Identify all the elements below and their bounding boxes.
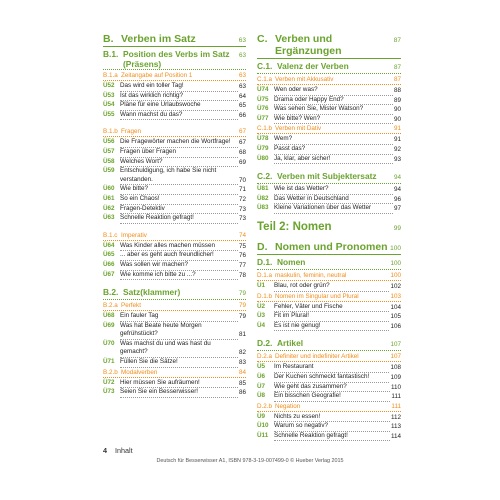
toc-exercise-entry[interactable] <box>103 167 246 185</box>
footer-label: Inhalt <box>115 446 133 455</box>
toc-exercise-entry[interactable] <box>103 111 246 121</box>
page-ref: 89 <box>393 96 401 104</box>
toc-exercise-entry[interactable] <box>257 204 401 214</box>
toc-exercise-entry[interactable] <box>257 195 401 205</box>
toc-exercise-entry[interactable] <box>257 155 401 165</box>
page-ref: 111 <box>391 402 401 410</box>
entry-title: Was sehen Sie, Mister Watson? <box>274 105 393 115</box>
toc-exercise-entry[interactable] <box>257 96 401 106</box>
entry-label: Ü80 <box>257 154 269 162</box>
toc-topic[interactable] <box>257 271 401 281</box>
entry-label: Ü61 <box>103 194 115 202</box>
page-ref: 63 <box>238 72 246 79</box>
toc-exercise-entry[interactable] <box>257 373 401 383</box>
page-ref: 76 <box>238 252 246 260</box>
publisher-credit: Deutsch für Besserwisser A1, ISBN 978-3-19-007499-0 © Hueber Verlag 2015 <box>156 458 344 464</box>
entry-title: Fit im Plural! <box>274 312 389 322</box>
entry-title: Die Fragewörter machen die Wortfrage! <box>120 138 238 148</box>
entry-title: Verben mit Subjektersatz <box>277 171 377 182</box>
entry-label: Ü6 <box>257 372 266 380</box>
page-footer <box>103 446 133 455</box>
page-ref: 63 <box>238 37 246 44</box>
toc-exercise-entry[interactable] <box>257 145 401 155</box>
toc-exercise-entry[interactable] <box>257 392 401 402</box>
toc-exercise-entry[interactable] <box>103 271 246 281</box>
entry-label: Ü10 <box>257 422 269 430</box>
page-ref: 79 <box>238 302 246 310</box>
page-ref: 71 <box>238 186 246 194</box>
entry-title: Das wird ein toller Tag! <box>120 82 238 92</box>
entry-label: C.1. <box>257 61 273 71</box>
entry-title: Füllen Sie die Sätze! <box>120 358 238 368</box>
spacer <box>103 120 246 127</box>
page-ref: 63 <box>238 83 246 90</box>
toc-exercise-entry[interactable] <box>103 92 246 102</box>
page-ref: 100 <box>390 259 401 267</box>
page-ref: 75 <box>238 242 246 250</box>
toc-exercise-entry[interactable] <box>257 383 401 393</box>
toc-topic[interactable] <box>103 231 246 241</box>
toc-exercise-entry[interactable] <box>103 205 246 215</box>
entry-label: B.2.b <box>103 368 118 376</box>
spacer <box>257 214 401 221</box>
toc-exercise-entry[interactable] <box>257 413 401 423</box>
entry-label: Ü63 <box>103 214 115 222</box>
page-ref: 110 <box>390 383 401 391</box>
toc-exercise-entry[interactable] <box>103 242 246 252</box>
toc-topic[interactable] <box>103 127 246 137</box>
entry-label: Ü2 <box>257 302 266 310</box>
toc-exercise-entry[interactable] <box>103 214 246 224</box>
entry-title: Wann machst du das? <box>120 111 238 121</box>
entry-label: C.1.b <box>257 125 273 133</box>
entry-label: B. <box>103 33 114 45</box>
page-ref: 100 <box>390 271 401 279</box>
toc-topic[interactable] <box>103 301 246 311</box>
page-ref: 65 <box>238 102 246 110</box>
entry-title: Seien Sie ein Besserwisser! <box>120 388 238 398</box>
page-ref: 67 <box>238 139 246 147</box>
toc-exercise-entry[interactable] <box>103 195 246 205</box>
entry-title: Es ist nie genug! <box>274 322 389 332</box>
entry-label: Ü62 <box>103 204 115 212</box>
toc-exercise-entry[interactable] <box>103 158 246 168</box>
entry-label: B.1. <box>103 49 119 59</box>
page-ref: 70 <box>238 176 246 184</box>
entry-title: Blau, rot oder grün? <box>274 282 389 292</box>
toc-section-heading[interactable] <box>257 241 401 255</box>
entry-title: Fragen über Fragen <box>120 148 238 158</box>
entry-title: Ein bisschen Geografie! <box>274 392 390 402</box>
toc-exercise-entry[interactable] <box>257 135 401 145</box>
toc-subsection[interactable] <box>103 49 246 70</box>
toc-left-column <box>103 33 246 398</box>
toc-exercise-entry[interactable] <box>103 358 246 368</box>
page-ref: 64 <box>238 92 246 100</box>
toc-exercise-entry[interactable] <box>257 105 401 115</box>
entry-label: Ü64 <box>103 241 115 249</box>
toc-subsection[interactable] <box>257 338 401 351</box>
page-ref: 66 <box>238 111 246 119</box>
entry-label: Ü83 <box>257 204 269 212</box>
entry-title: Was Kinder alles machen müssen <box>120 242 238 252</box>
entry-label: B.2. <box>103 287 119 298</box>
page-ref: 73 <box>238 205 246 213</box>
page-ref: 91 <box>393 125 401 133</box>
entry-label: Ü5 <box>257 363 266 371</box>
entry-title: Ist das wirklich richtig? <box>120 92 238 102</box>
entry-title: Fragen <box>121 128 141 136</box>
page-ref: 106 <box>390 322 401 330</box>
entry-title: Verben mit Dativ <box>275 125 322 133</box>
page-ref: 83 <box>238 359 246 367</box>
entry-title: Kleine Variationen über das Wetter <box>274 204 393 214</box>
page-ref: 82 <box>238 349 246 357</box>
toc-exercise-entry[interactable] <box>103 101 246 111</box>
page-ref: 78 <box>238 271 246 279</box>
toc-exercise-entry[interactable] <box>257 86 401 96</box>
entry-label: Ü7 <box>257 382 266 390</box>
toc-exercise-entry[interactable] <box>257 422 401 432</box>
entry-label: Ü52 <box>103 82 115 89</box>
entry-title: Fehler, Väter und Fische <box>274 303 389 313</box>
entry-label: Ü68 <box>103 312 115 320</box>
page-ref: 72 <box>238 195 246 203</box>
entry-title: Zeitangabe auf Position 1 <box>121 72 193 79</box>
entry-label: D.2.a <box>257 353 273 361</box>
entry-title: Wie komme ich bitte zu ...? <box>120 271 238 281</box>
entry-title: Position des Verbs im Satz (Präsens) <box>123 49 230 69</box>
toc-exercise-entry[interactable] <box>257 312 401 322</box>
page-number: 4 <box>103 446 107 455</box>
page-ref: 111 <box>391 393 401 401</box>
entry-title: Imperativ <box>121 231 147 239</box>
entry-label: Ü53 <box>103 91 115 99</box>
entry-label: Ü55 <box>103 110 115 118</box>
page-ref: 63 <box>238 52 246 59</box>
entry-title: Verben mit Akkusativ <box>275 76 334 83</box>
page-ref: 87 <box>393 76 401 83</box>
entry-label: D. <box>257 240 268 253</box>
entry-label: Ü3 <box>257 312 266 320</box>
page-ref: 81 <box>238 331 246 339</box>
page-ref: 69 <box>238 158 246 166</box>
toc-exercise-entry[interactable] <box>257 432 401 442</box>
entry-label: Ü75 <box>257 95 269 103</box>
page-ref: 79 <box>238 290 246 298</box>
entry-label: Ü9 <box>257 412 266 420</box>
entry-title: Passt das? <box>274 145 393 155</box>
toc-topic[interactable] <box>103 71 246 81</box>
toc-right-column <box>257 33 401 441</box>
entry-title: So ein Chaos! <box>120 195 238 205</box>
entry-title: Nichts zu essen! <box>274 413 390 423</box>
entry-title: Wie geht das zusammen? <box>274 383 390 393</box>
page-ref: 113 <box>390 423 401 431</box>
toc-exercise-entry[interactable] <box>103 185 246 195</box>
entry-title: Valenz der Verben <box>277 61 349 71</box>
entry-title: Welches Wort? <box>120 158 238 168</box>
entry-title: Wen oder was? <box>274 86 393 96</box>
page-ref: 67 <box>238 128 246 136</box>
toc-topic[interactable] <box>257 402 401 412</box>
spacer <box>257 331 401 338</box>
page-ref: 105 <box>390 313 401 321</box>
entry-label: Ü74 <box>257 86 269 93</box>
entry-label: D.2.b <box>257 402 273 410</box>
page-ref: 114 <box>390 432 401 440</box>
page-ref: 104 <box>390 303 401 311</box>
page-ref: 99 <box>393 224 401 232</box>
entry-title: Wie ist das Wetter? <box>274 185 393 195</box>
toc-exercise-entry[interactable] <box>257 115 401 125</box>
entry-title: Warum so negativ? <box>274 422 390 432</box>
entry-title: Nomen und Pronomen <box>275 240 388 253</box>
entry-title: Verben und Ergänzungen <box>275 33 342 57</box>
toc-exercise-entry[interactable] <box>103 322 246 340</box>
toc-section-heading[interactable] <box>103 33 246 47</box>
page-ref: 84 <box>238 368 246 376</box>
toc-exercise-entry[interactable] <box>257 303 401 313</box>
entry-label: Ü54 <box>103 101 115 109</box>
entry-label: Ü57 <box>103 147 115 155</box>
entry-label: Ü78 <box>257 135 269 143</box>
spacer <box>257 164 401 171</box>
page-ref: 91 <box>393 136 401 144</box>
entry-label: Ü11 <box>257 431 269 439</box>
toc-exercise-entry[interactable] <box>103 82 246 92</box>
page-ref: 79 <box>238 313 246 321</box>
page-ref: 88 <box>393 87 401 94</box>
toc-exercise-entry[interactable] <box>103 138 246 148</box>
entry-label: Ü77 <box>257 114 269 122</box>
entry-label: C. <box>257 33 268 45</box>
entry-label: Ü65 <box>103 251 115 259</box>
toc-exercise-entry[interactable] <box>103 340 246 358</box>
page-ref: 85 <box>238 379 246 387</box>
toc-exercise-entry[interactable] <box>103 148 246 158</box>
entry-label: B.1.c <box>103 231 118 239</box>
entry-label: D.1.b <box>257 292 273 300</box>
entry-label: Ü4 <box>257 321 266 329</box>
page-ref: 92 <box>393 145 401 153</box>
toc-exercise-entry[interactable] <box>103 379 246 389</box>
entry-title: Fragen-Detektiv <box>120 205 238 215</box>
page-ref: 108 <box>390 364 401 372</box>
toc-section-heading[interactable] <box>257 33 401 59</box>
entry-label: B.1.a <box>103 72 118 79</box>
entry-label: Ü59 <box>103 167 115 175</box>
entry-label: C.1.a <box>257 76 273 83</box>
entry-title: Ein fauler Tag <box>120 312 238 322</box>
page-ref: 100 <box>390 244 401 252</box>
entry-title: Definiter und indefiniter Artikel <box>275 353 359 361</box>
entry-title: Das Wetter in Deutschland <box>274 195 393 205</box>
entry-title: Perfekt <box>121 302 141 310</box>
entry-title: Der Kuchen schmeckt fantastisch! <box>274 373 389 383</box>
toc-exercise-entry[interactable] <box>257 185 401 195</box>
entry-title: Negation <box>275 402 301 410</box>
entry-title: Wie bitte? Wen? <box>274 115 393 125</box>
entry-label: Ü67 <box>103 270 115 278</box>
toc-subsection[interactable] <box>257 61 401 74</box>
entry-label: B.1.b <box>103 128 118 136</box>
toc-exercise-entry[interactable] <box>103 251 246 261</box>
page-ref: 90 <box>393 115 401 123</box>
entry-title: Satz(klammer) <box>123 287 181 298</box>
entry-label: D.1. <box>257 256 273 267</box>
page-ref: 77 <box>238 261 246 269</box>
entry-label: B.2.a <box>103 302 118 310</box>
toc-exercise-entry[interactable] <box>257 363 401 373</box>
toc-topic[interactable] <box>257 292 401 302</box>
toc-exercise-entry[interactable] <box>103 312 246 322</box>
toc-exercise-entry[interactable] <box>103 388 246 398</box>
part-heading[interactable] <box>257 221 401 233</box>
entry-label: Ü60 <box>103 185 115 193</box>
entry-label: Ü79 <box>257 144 269 152</box>
page-ref: 102 <box>390 282 401 290</box>
entry-label: Ü69 <box>103 321 115 329</box>
entry-title: Artikel <box>277 338 304 349</box>
entry-title: Was sollen wir machen? <box>120 261 238 271</box>
entry-title: Im Restaurant <box>274 363 389 373</box>
page-ref: 73 <box>238 215 246 223</box>
page-ref: 87 <box>393 64 401 71</box>
toc-exercise-entry[interactable] <box>103 261 246 271</box>
toc-subsection[interactable] <box>257 171 401 184</box>
entry-label: Ü70 <box>103 339 115 347</box>
page-ref: 107 <box>390 341 401 349</box>
page-ref: 107 <box>390 353 401 361</box>
entry-title: Ja, klar, aber sicher! <box>274 155 393 165</box>
entry-label: Ü81 <box>257 185 269 193</box>
spacer <box>103 224 246 231</box>
page-ref: 97 <box>393 205 401 213</box>
entry-label: C.2. <box>257 171 273 182</box>
entry-title: Drama oder Happy End? <box>274 96 393 106</box>
spacer <box>103 280 246 287</box>
entry-title: Entschuldigung, ich habe Sie nicht verstanden. <box>120 167 238 185</box>
toc-topic[interactable] <box>257 352 401 362</box>
entry-title: Wem? <box>274 135 393 145</box>
page-ref: 112 <box>390 413 401 421</box>
entry-title: Was hat Beate heute Morgen gefrühstückt? <box>120 322 238 340</box>
entry-title: Nomen <box>277 256 306 267</box>
part-title: Teil 2: Nomen <box>257 220 332 233</box>
entry-title: Pläne für eine Urlaubswoche <box>120 101 238 111</box>
entry-title: Verben im Satz <box>121 33 196 45</box>
toc-subsection[interactable] <box>257 257 401 270</box>
page-ref: 87 <box>393 37 401 44</box>
toc-exercise-entry[interactable] <box>257 282 401 292</box>
entry-label: Ü66 <box>103 260 115 268</box>
entry-label: Ü82 <box>257 194 269 202</box>
entry-label: D.2. <box>257 338 273 349</box>
entry-title: Schnelle Reaktion gefragt! <box>274 432 390 442</box>
entry-label: Ü56 <box>103 138 115 146</box>
page-ref: 68 <box>238 148 246 156</box>
toc-exercise-entry[interactable] <box>257 322 401 332</box>
entry-label: D.1.a <box>257 271 273 279</box>
entry-label: Ü58 <box>103 157 115 165</box>
entry-label: Ü8 <box>257 392 266 400</box>
toc-topic[interactable] <box>103 368 246 378</box>
page-ref: 103 <box>390 292 401 300</box>
page-ref: 96 <box>393 195 401 203</box>
entry-label: Ü73 <box>103 388 115 396</box>
entry-label: Ü71 <box>103 358 115 366</box>
entry-title: Modalverben <box>121 368 158 376</box>
page-ref: 109 <box>390 373 401 381</box>
page-ref: 90 <box>393 106 401 114</box>
page-ref: 94 <box>393 186 401 194</box>
entry-title: Wie bitte? <box>120 185 238 195</box>
page-ref: 93 <box>393 155 401 163</box>
entry-label: Ü72 <box>103 378 115 386</box>
entry-label: Ü1 <box>257 281 266 289</box>
entry-title: Was machst du und was hast du gemacht? <box>120 340 238 358</box>
page-ref: 86 <box>238 389 246 397</box>
entry-label: Ü76 <box>257 105 269 113</box>
toc-topic[interactable] <box>257 124 401 134</box>
entry-title: Nomen im Singular und Plural <box>275 292 359 300</box>
toc-topic[interactable] <box>257 75 401 85</box>
entry-title: maskulin, feminin, neutral <box>275 271 347 279</box>
page-ref: 94 <box>393 174 401 182</box>
entry-title: Schnelle Reaktion gefragt! <box>120 214 238 224</box>
toc-subsection[interactable] <box>103 287 246 300</box>
entry-title: ... aber es geht auch freundlicher! <box>120 251 238 261</box>
entry-title: Hier müssen Sie aufräumen! <box>120 379 238 389</box>
page-ref: 74 <box>238 231 246 239</box>
